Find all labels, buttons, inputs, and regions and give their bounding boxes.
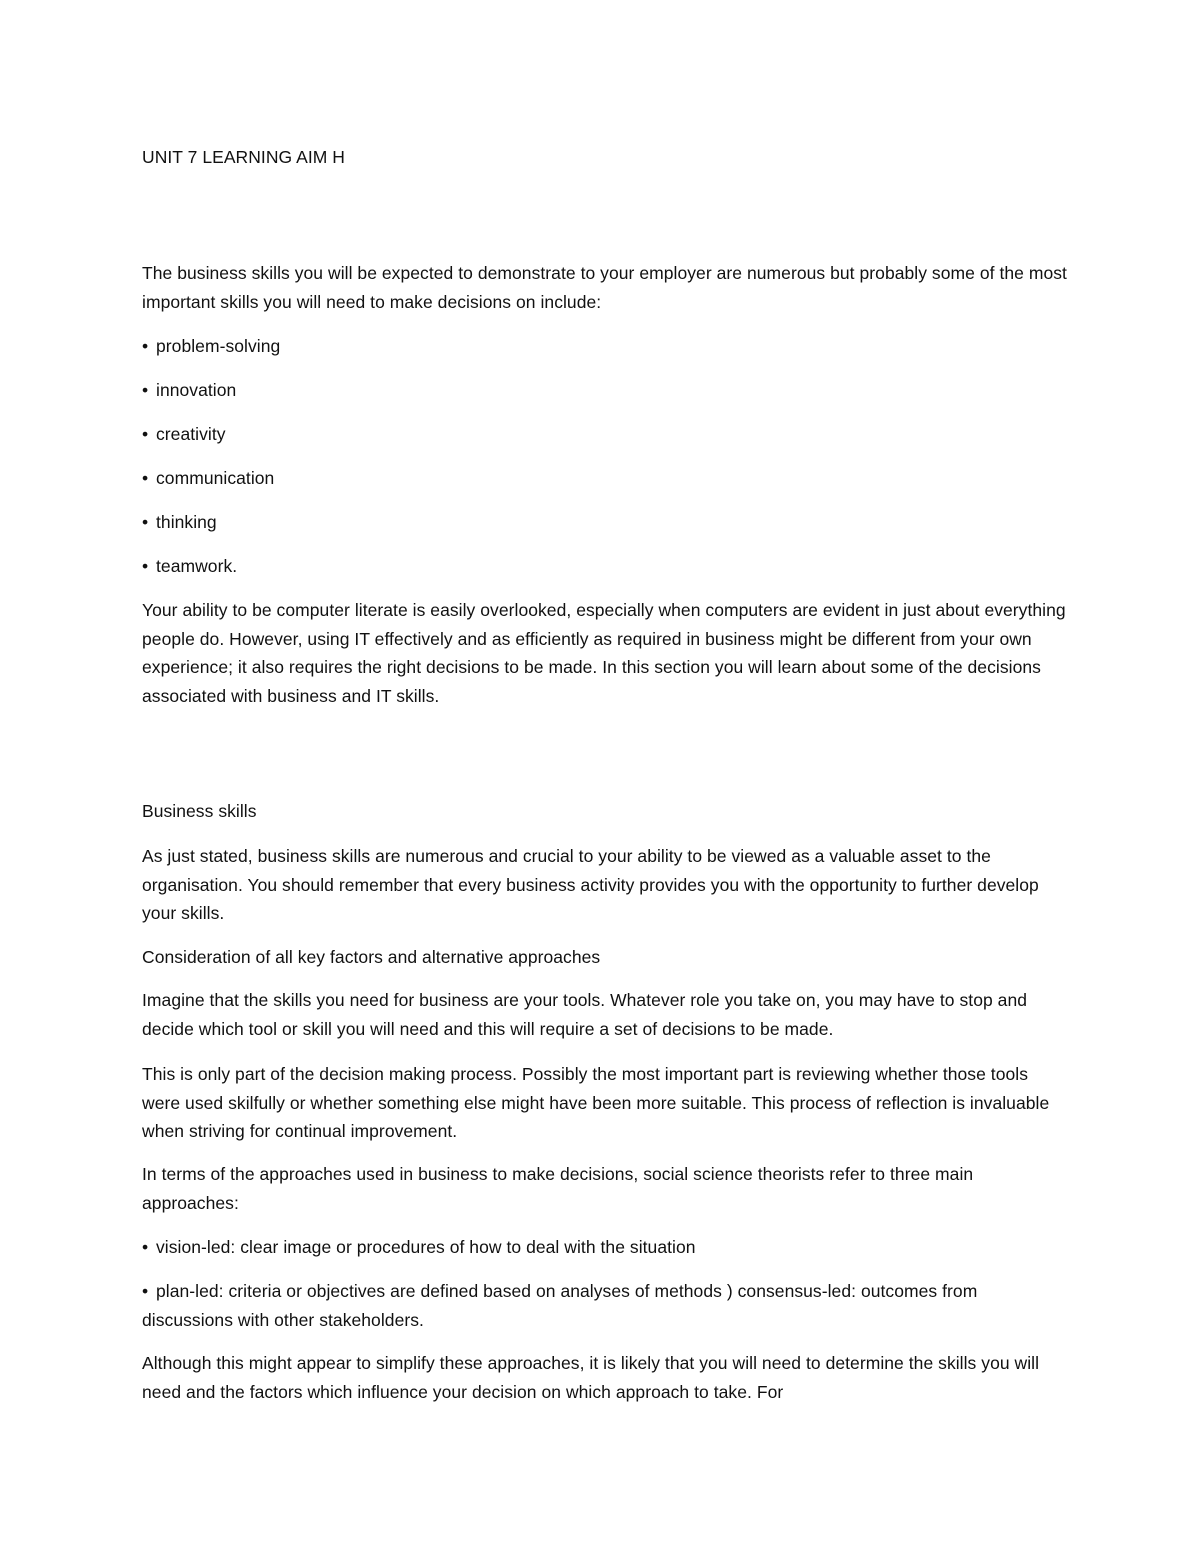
bullet-icon: • xyxy=(142,1281,149,1301)
approach-plan-text: plan-led: criteria or objectives are defined based on analyses of methods ) consensus-led: outcomes from discussions with other stakeholders. xyxy=(142,1281,978,1330)
list-item xyxy=(142,508,280,552)
bullet-icon: • xyxy=(142,1237,149,1257)
approach-vision-item xyxy=(142,1233,1067,1262)
consideration-heading: Consideration of all key factors and alternative approaches xyxy=(142,947,601,967)
list-item xyxy=(142,420,280,464)
list-item-label: problem-solving xyxy=(156,336,281,356)
bullet-icon: • xyxy=(142,468,149,488)
intro-paragraph: The business skills you will be expected to demonstrate to your employer are numerous but probably some of the most important skills you will need to make decisions on include: xyxy=(142,263,1067,312)
bullet-icon: • xyxy=(142,556,149,576)
bullet-icon: • xyxy=(142,380,149,400)
bullet-icon: • xyxy=(142,424,149,444)
list-item-label: communication xyxy=(156,468,275,488)
list-item xyxy=(142,332,280,376)
document-title: UNIT 7 LEARNING AIM H xyxy=(142,147,345,167)
final-paragraph: Although this might appear to simplify these approaches, it is likely that you will need to determine the skills you will need and the factors which influence your decision on which approach to take. For xyxy=(142,1353,1040,1402)
bullet-icon: • xyxy=(142,512,149,532)
computer-literacy-paragraph: Your ability to be computer literate is easily overlooked, especially when computers are evident in just about everything people do. However, using IT effectively and as efficiently as required in business might be different from your own experience; it also requires the right decisions to be made. In this section you will learn about some of the decisions associated with business and IT skills. xyxy=(142,600,1066,706)
business-skills-paragraph: As just stated, business skills are numerous and crucial to your ability to be viewed as a valuable asset to the organisation. You should remember that every business activity provides you with the opportunity to further develop your skills. xyxy=(142,846,1039,923)
list-item xyxy=(142,464,280,508)
list-item-label: creativity xyxy=(156,424,226,444)
list-item xyxy=(142,552,280,596)
list-item-label: innovation xyxy=(156,380,237,400)
approaches-paragraph: In terms of the approaches used in business to make decisions, social science theorists refer to three main approaches: xyxy=(142,1164,974,1213)
approach-plan-item xyxy=(142,1277,1067,1334)
business-skills-heading: Business skills xyxy=(142,801,257,821)
list-item-label: thinking xyxy=(156,512,217,532)
list-item-label: teamwork. xyxy=(156,556,238,576)
decision-process-paragraph: This is only part of the decision making process. Possibly the most important part is reviewing whether those tools were used skilfully or whether something else might have been more suitable. This process of reflection is invaluable when striving for continual improvement. xyxy=(142,1064,1050,1141)
skills-list xyxy=(142,332,280,596)
tools-paragraph: Imagine that the skills you need for business are your tools. Whatever role you take on, you may have to stop and decide which tool or skill you will need and this will require a set of decisions to be made. xyxy=(142,990,1028,1039)
bullet-icon: • xyxy=(142,336,149,356)
list-item xyxy=(142,376,280,420)
approach-vision-text: vision-led: clear image or procedures of how to deal with the situation xyxy=(156,1237,696,1257)
